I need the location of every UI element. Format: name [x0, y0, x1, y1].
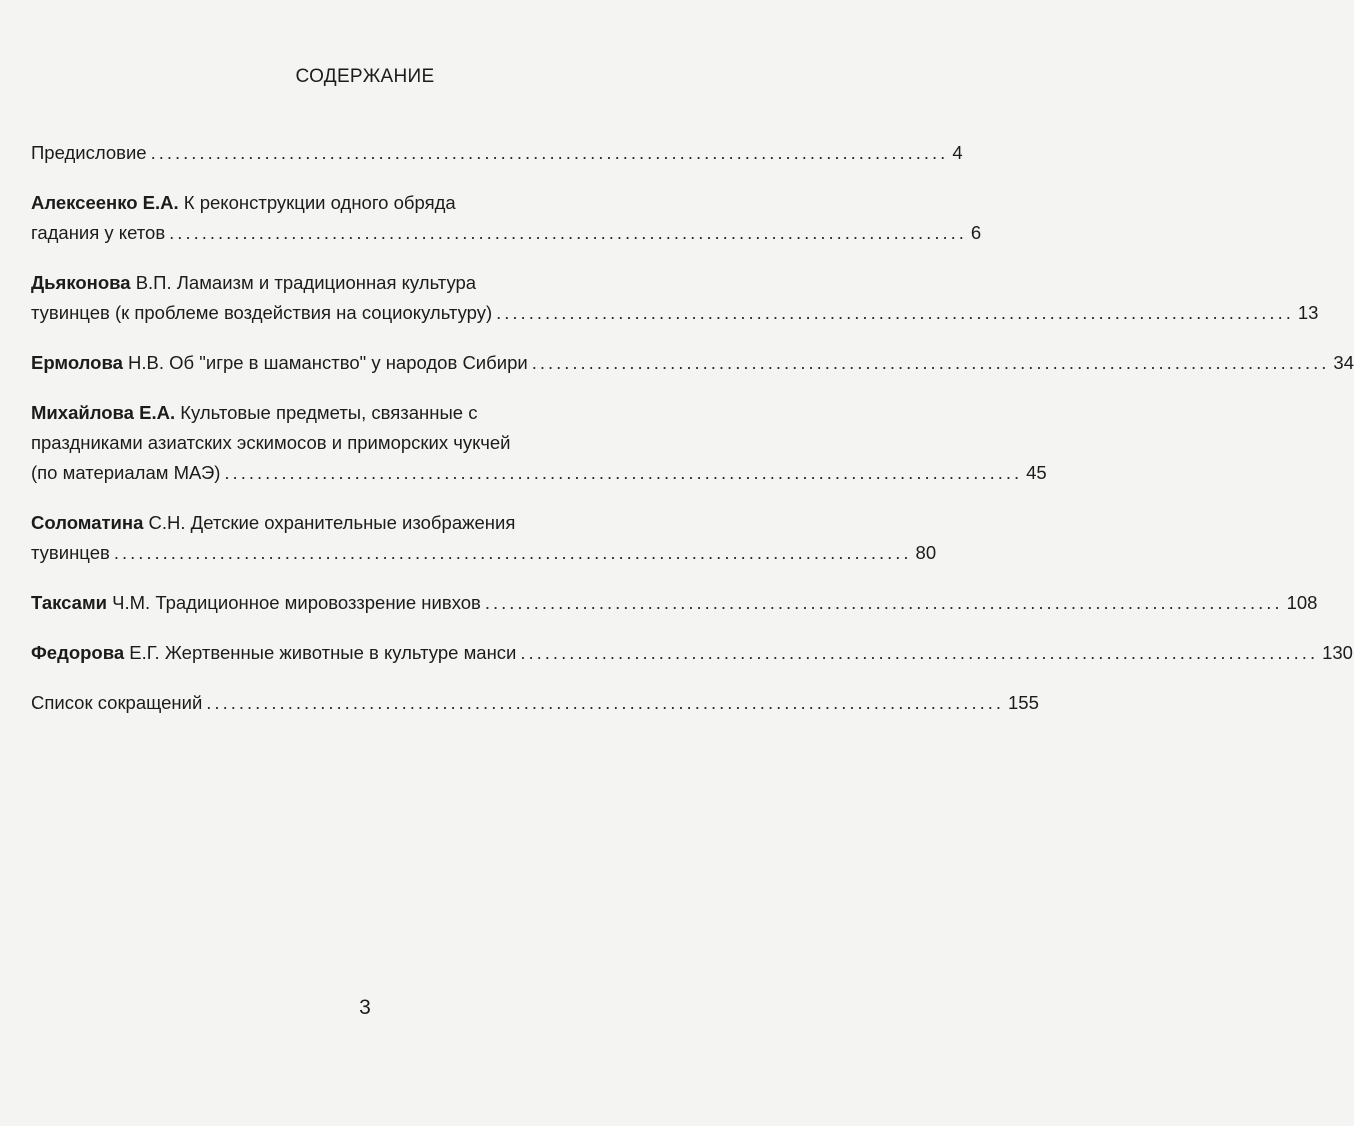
entry-initials: Е.Г. — [124, 642, 160, 663]
entry-author: Ермолова — [31, 352, 123, 373]
leader-dots: .................................................................................................. — [520, 642, 1319, 663]
entry-page: 108 — [1286, 592, 1318, 613]
toc-entry-alekseenko[interactable] — [31, 188, 982, 248]
leader-dots: .................................................................................................. — [150, 142, 949, 163]
entry-author: Алексеенко — [31, 192, 138, 213]
entry-title: Предисловие — [31, 142, 147, 163]
leader-dots: .................................................................................................. — [113, 542, 912, 563]
entry-title-line1: Культовые предметы, связанные с — [175, 402, 478, 423]
toc-entry-ermolova[interactable] — [31, 348, 1354, 378]
entry-page: 130 — [1322, 642, 1353, 663]
entry-initials: С.Н. — [143, 512, 186, 533]
toc-entry-taksami[interactable] — [31, 588, 1318, 618]
leader-dots: .................................................................................................. — [224, 462, 1023, 483]
entry-initials: В.П. — [130, 272, 172, 293]
entry-page: 13 — [1297, 302, 1319, 323]
leader-dots: .................................................................................................. — [496, 302, 1294, 323]
leader-dots: .................................................................................................. — [484, 592, 1283, 613]
entry-title: тувинцев (к проблеме воздействия на социокультуру) — [31, 302, 493, 323]
entry-page: 155 — [1008, 692, 1039, 713]
entry-author: Дьяконова — [31, 272, 131, 293]
entry-author: Федорова — [31, 642, 125, 663]
entry-title-line1: Ламаизм и традиционная культура — [171, 272, 477, 293]
entry-initials: Е.А. — [137, 192, 179, 213]
toc-entry-dyakonova[interactable] — [31, 268, 1319, 328]
entry-title-line1: Детские охранительные изображения — [185, 512, 516, 533]
entry-initials: Н.В. — [122, 352, 165, 373]
entry-initials: Ч.М. — [107, 592, 151, 613]
toc-entry-abbreviations[interactable] — [31, 688, 1039, 718]
entry-title-line2: праздниками азиатских эскимосов и приморских чукчей — [31, 432, 511, 453]
leader-dots: .................................................................................................. — [531, 352, 1330, 373]
entry-title: Об "игре в шаманство" у народов Сибири — [164, 352, 528, 373]
leader-dots: .................................................................................................. — [206, 692, 1005, 713]
entry-title: Список сокращений — [31, 692, 203, 713]
entry-author: Соломатина — [31, 512, 144, 533]
leader-dots: .................................................................................................. — [169, 222, 967, 243]
entry-title: Жертвенные животные в культуре манси — [159, 642, 517, 663]
entry-title: Традиционное мировоззрение нивхов — [150, 592, 481, 613]
entry-page: 6 — [970, 222, 982, 243]
toc-entry-solomatina[interactable] — [31, 508, 937, 568]
entry-title: (по материалам МАЭ) — [31, 462, 221, 483]
entry-title: гадания у кетов — [31, 222, 166, 243]
entry-author: Михайлова — [31, 402, 134, 423]
page-number: 3 — [359, 996, 371, 1019]
entry-page: 45 — [1026, 462, 1047, 483]
toc-entry-fedorova[interactable] — [31, 638, 1353, 668]
page-title: СОДЕРЖАНИЕ — [295, 66, 435, 87]
entry-title-line1: К реконструкции одного обряда — [178, 192, 456, 213]
entry-page: 80 — [915, 542, 937, 563]
entry-author: Таксами — [31, 592, 108, 613]
toc-entry-mikhailova[interactable] — [31, 398, 1047, 488]
entry-page: 4 — [952, 142, 963, 163]
entry-page: 34 — [1333, 352, 1354, 373]
table-of-contents — [31, 138, 1354, 738]
toc-entry-preface[interactable] — [31, 138, 963, 168]
entry-title: тувинцев — [31, 542, 110, 563]
entry-initials: Е.А. — [133, 402, 176, 423]
